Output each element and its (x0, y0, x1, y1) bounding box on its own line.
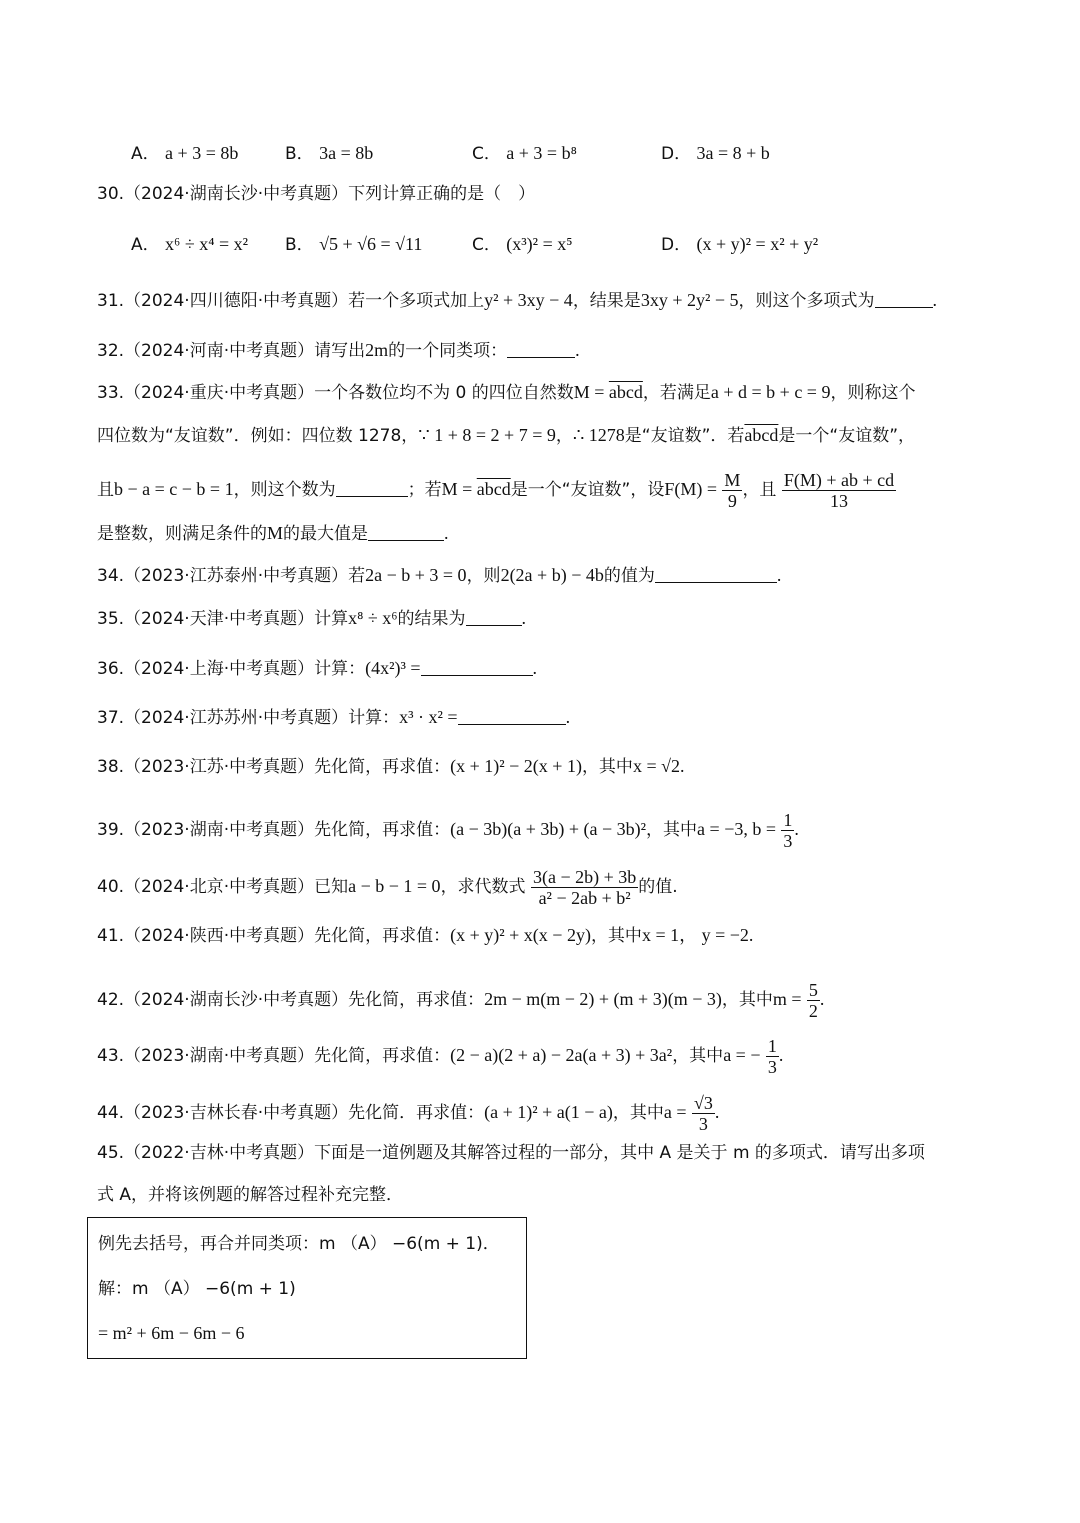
q32 (97, 338, 580, 363)
q31-suffix: ，则这个多项式为 (738, 291, 875, 311)
q31-expr2: 3xy + 2y² − 5 (640, 290, 739, 310)
q29-option-d (661, 141, 770, 166)
q40-mid: ，求代数式 (440, 877, 526, 897)
q43-prefix: 43.（2023·湖南·中考真题）先化简，再求值： (97, 1046, 451, 1066)
option-label: A． (131, 144, 160, 164)
q36 (97, 656, 537, 681)
q40-suffix: 的值. (638, 877, 678, 897)
fraction-denominator: 3 (698, 1114, 708, 1134)
q33-l2-expr1: ∵ 1 + 8 = 2 + 7 = 9 (418, 425, 556, 445)
q33-l3-mid: ，则这个数为 (233, 480, 336, 500)
period: . (444, 523, 449, 543)
q41-mid: ，其中 (590, 926, 642, 946)
q41 (97, 923, 753, 948)
fraction-denominator: 3 (783, 831, 793, 851)
period: . (932, 290, 938, 310)
q41-expr: (x + y)² + x(x − 2y) (450, 925, 591, 945)
example-box-line1: 例先去括号，再合并同类项：m （A） −6(m + 1)． (98, 1234, 500, 1254)
q39-cond: a = −3, b = (697, 819, 776, 839)
q37 (97, 705, 570, 730)
q29-option-a (131, 141, 238, 166)
example-box-line2: 解：m （A） −6(m + 1) (98, 1279, 296, 1299)
period: . (794, 819, 799, 839)
q37-prefix: 37.（2024·江苏苏州·中考真题）计算： (97, 708, 400, 728)
q44 (97, 1093, 719, 1134)
q33-m: M = (573, 382, 609, 402)
q35-prefix: 35.（2024·天津·中考真题）计算 (97, 609, 349, 629)
q33-l3-prefix: 且 (97, 480, 114, 500)
q34-expr2: 2(2a + b) − 4b (500, 565, 604, 585)
answer-blank (466, 607, 522, 626)
q45-line1: 45.（2022·吉林·中考真题）下面是一道例题及其解答过程的一部分，其中 A 是关于 m 的多项式．请写出多项 (97, 1143, 925, 1163)
q33-l1-expr: a + d = b + c = 9 (710, 382, 831, 402)
q33-and: ，且 (742, 480, 777, 500)
q33-line1 (97, 380, 915, 405)
option-label: B． (285, 235, 314, 255)
fraction-denominator: 2 (808, 1001, 818, 1021)
q38-cond: x = √2 (632, 756, 680, 776)
q36-prefix: 36.（2024·上海·中考真题）计算： (97, 659, 366, 679)
option-expr: x⁶ ÷ x⁴ = x² (165, 234, 249, 254)
q33-l2-mid2: 是“友谊数”．若 (624, 426, 745, 446)
q42-prefix: 42.（2024·湖南长沙·中考真题）先化简，再求值： (97, 990, 485, 1010)
q32-suffix: 的一个同类项： (388, 341, 508, 361)
answer-blank (421, 657, 533, 676)
q33-line3 (97, 470, 896, 511)
q31-expr1: y² + 3xy − 4 (484, 290, 573, 310)
q34-prefix: 34.（2023·江苏泰州·中考真题）若 (97, 566, 366, 586)
q43-cond: a = − (723, 1045, 761, 1065)
fraction-numerator: 1 (783, 810, 793, 830)
option-expr: a + 3 = b⁸ (506, 143, 577, 163)
option-expr: √5 + √6 = √11 (319, 234, 423, 254)
q39-fraction (781, 810, 794, 851)
q33-l3-mid3: 是一个“友谊数”，设 (510, 480, 665, 500)
answer-blank (875, 289, 933, 308)
period: . (532, 658, 538, 678)
q40-prefix: 40.（2024·北京·中考真题）已知 (97, 877, 349, 897)
q33-l2-mid: ， (555, 426, 573, 446)
q39-expr: (a − 3b)(a + 3b) + (a − 3b)² (450, 819, 647, 839)
fraction-numerator: 3(a − 2b) + 3b (532, 867, 637, 887)
q34-expr1: 2a − b + 3 = 0 (365, 565, 467, 585)
q35 (97, 606, 526, 631)
q44-expr: (a + 1)² + a(1 − a) (484, 1102, 613, 1122)
q38 (97, 754, 684, 779)
q45-line2: 式 A，并将该例题的解答过程补充完整． (97, 1185, 404, 1205)
q31 (97, 288, 937, 313)
example-box-line3: = m² + 6m − 6m − 6 (98, 1323, 245, 1343)
option-label: A． (131, 235, 160, 255)
period: . (776, 565, 782, 585)
example-box (87, 1217, 527, 1359)
fraction-denominator: a² − 2ab + b² (538, 888, 631, 908)
q29-option-c (472, 141, 577, 166)
q41-cond: x = 1， y = −2 (641, 925, 749, 945)
q33-l1-prefix: 33.（2024·重庆·中考真题）一个各数位均不为 0 的四位自然数 (97, 383, 574, 403)
option-expr: (x³)² = x⁵ (506, 234, 573, 254)
fraction-numerator: F(M) + ab + cd (783, 470, 895, 490)
q33-m-var: M (267, 523, 284, 543)
answer-blank (458, 706, 566, 725)
q41-prefix: 41.（2024·陕西·中考真题）先化简，再求值： (97, 926, 451, 946)
option-label: C． (472, 144, 501, 164)
option-expr: (x + y)² = x² + y² (696, 234, 819, 254)
q32-expr: 2m (365, 340, 389, 360)
q44-mid: ，其中 (612, 1103, 664, 1123)
q35-expr: x⁸ ÷ x⁶ (348, 608, 398, 628)
option-expr: a + 3 = 8b (165, 143, 239, 163)
q43-expr: (2 − a)(2 + a) − 2a(a + 3) + 3a² (450, 1045, 673, 1065)
q33-fraction-13 (782, 470, 896, 511)
option-label: B． (285, 144, 314, 164)
period: . (819, 989, 825, 1009)
q33-abcd: abcd (744, 425, 779, 445)
fraction-numerator: 5 (808, 980, 818, 1000)
period: . (679, 756, 685, 776)
q33-fraction-m9 (722, 470, 742, 511)
q38-expr: (x + 1)² − 2(x + 1) (450, 756, 582, 776)
q36-expr: (4x²)³ = (365, 658, 421, 678)
q33-abcd: abcd (608, 382, 643, 402)
fraction-numerator: √3 (693, 1093, 713, 1113)
q34-suffix: 的值为 (603, 566, 655, 586)
q33-l3-mid2: ；若 (407, 480, 442, 500)
option-expr: 3a = 8b (319, 143, 374, 163)
q38-mid: ，其中 (581, 757, 633, 777)
period: . (748, 925, 754, 945)
q30-option-a (131, 232, 248, 257)
q33-l1-suffix: ，则称这个 (830, 383, 916, 403)
fraction-denominator: 3 (767, 1057, 777, 1077)
q43-fraction (766, 1036, 779, 1077)
option-label: C． (472, 235, 501, 255)
q44-cond: a = (663, 1102, 687, 1122)
q43-mid: ，其中 (672, 1046, 724, 1066)
period: . (521, 608, 527, 628)
q40-fraction (531, 867, 638, 908)
q33-l4-suffix: 的最大值是 (283, 524, 369, 544)
q44-fraction (692, 1093, 715, 1134)
q34 (97, 563, 781, 588)
q33-l3-expr: b − a = c − b = 1 (114, 479, 234, 499)
q31-prefix: 31.（2024·四川德阳·中考真题）若一个多项式加上 (97, 291, 485, 311)
option-expr: 3a = 8 + b (696, 143, 770, 163)
q42-fraction (807, 980, 820, 1021)
period: . (714, 1102, 720, 1122)
fraction-denominator: 9 (727, 491, 737, 511)
q33-l2-suffix: 是一个“友谊数”， (778, 426, 916, 446)
q33-l2-expr2: ∴ 1278 (572, 425, 625, 445)
q33-line2 (97, 423, 915, 448)
q40 (97, 867, 678, 908)
q35-suffix: 的结果为 (397, 609, 466, 629)
q29-option-b (285, 141, 373, 166)
period: . (565, 707, 571, 727)
q42-cond: m = (772, 989, 802, 1009)
fraction-numerator: M (724, 470, 741, 490)
option-label: D． (661, 144, 692, 164)
q33-l4-prefix: 是整数，则满足条件的 (97, 524, 267, 544)
q39 (97, 810, 799, 851)
answer-blank (507, 339, 575, 358)
q38-prefix: 38.（2023·江苏·中考真题）先化简，再求值： (97, 757, 451, 777)
q30-option-b (285, 232, 422, 257)
q33-l2-prefix: 四位数为“友谊数”．例如：四位数 1278， (97, 426, 419, 446)
answer-blank (368, 522, 444, 541)
answer-blank (336, 478, 408, 497)
period: . (778, 1045, 784, 1065)
q40-expr: a − b − 1 = 0 (348, 876, 441, 896)
q39-prefix: 39.（2023·湖南·中考真题）先化简，再求值： (97, 820, 451, 840)
q37-expr: x³ · x² = (399, 707, 458, 727)
q30-option-d (661, 232, 818, 257)
option-label: D． (661, 235, 692, 255)
answer-blank (655, 564, 777, 583)
q32-prefix: 32.（2024·河南·中考真题）请写出 (97, 341, 366, 361)
fraction-denominator: 13 (829, 491, 848, 511)
q33-m: M = (441, 479, 477, 499)
q33-fm: F(M) = (664, 479, 718, 499)
q33-l1-mid: ，若满足 (642, 383, 711, 403)
q43 (97, 1036, 783, 1077)
q33-abcd: abcd (476, 479, 511, 499)
q33-line4 (97, 521, 449, 546)
q34-mid: ，则 (466, 566, 501, 586)
q42 (97, 980, 824, 1021)
q44-prefix: 44.（2023·吉林长春·中考真题）先化简．再求值： (97, 1103, 485, 1123)
q30-option-c (472, 232, 573, 257)
fraction-numerator: 1 (767, 1036, 777, 1056)
q39-mid: ，其中 (646, 820, 698, 840)
q30-stem: 30.（2024·湖南长沙·中考真题）下列计算正确的是（ ） (97, 184, 536, 204)
q42-expr: 2m − m(m − 2) + (m + 3)(m − 3) (484, 989, 722, 1009)
period: . (575, 340, 580, 360)
q42-mid: ，其中 (721, 990, 773, 1010)
q31-mid: ，结果是 (572, 291, 641, 311)
